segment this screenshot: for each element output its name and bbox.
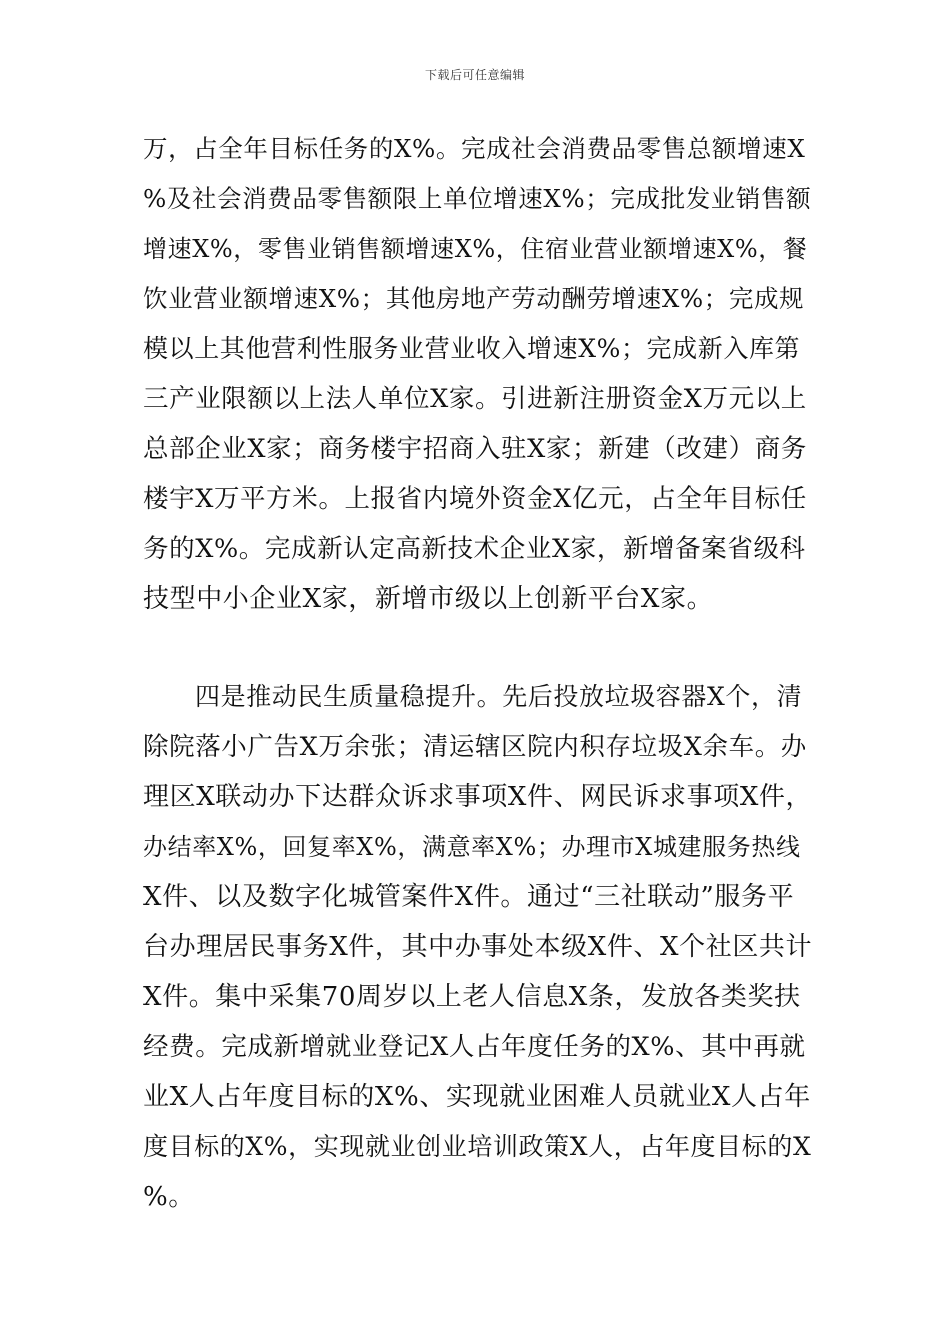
paragraph1-line: 楼宇X万平方米。上报省内境外资金X亿元，占全年目标任: [143, 484, 807, 514]
paragraph2-line: 度目标的X%，实现就业创业培训政策X人，占年度目标的X: [143, 1132, 812, 1161]
header-note: 下载后可任意编辑: [424, 68, 525, 82]
paragraph2-first-line: 四是推动民生质量稳提升。先后投放垃圾容器X个，清: [195, 682, 803, 711]
paragraph1-line: 务的X%。完成新认定高新技术企业X家，新增备案省级科: [143, 534, 806, 564]
paragraph1-line: 总部企业X家；商务楼宇招商入驻X家；新建（改建）商务: [143, 434, 807, 464]
paragraph2-line: X件。集中采集70周岁以上老人信息X条，发放各类奖扶: [143, 982, 801, 1012]
paragraph2-line: 除院落小广告X万余张；清运辖区院内积存垃圾X余车。办: [143, 732, 807, 762]
paragraph1-line: 三产业限额以上法人单位X家。引进新注册资金X万元以上: [143, 384, 807, 414]
paragraph2-line: 理区X联动办下达群众诉求事项X件、网民诉求事项X件，: [143, 782, 813, 812]
paragraph1-line: 技型中小企业X家，新增市级以上创新平台X家。: [143, 584, 714, 614]
paragraph2-line: X件、以及数字化城管案件X件。通过“三社联动”服务平: [143, 882, 795, 912]
paragraph1-line: 模以上其他营利性服务业营业收入增速X%；完成新入库第: [143, 334, 801, 363]
paragraph2-line: 业X人占年度目标的X%、实现就业困难人员就业X人占年: [143, 1082, 811, 1112]
paragraph2-line: 经费。完成新增就业登记X人占年度任务的X%、其中再就: [143, 1032, 806, 1062]
paragraph1-line: 万，占全年目标任务的X%。完成社会消费品零售总额增速X: [143, 134, 806, 163]
paragraph2-line: 台办理居民事务X件，其中办事处本级X件、X个社区共计: [143, 932, 813, 962]
paragraph1-line: 增速X%，零售业销售额增速X%，住宿业营业额增速X%，餐: [143, 235, 808, 263]
paragraph2-line: %。: [143, 1182, 195, 1212]
paragraph2-line: 办结率X%，回复率X%，满意率X%；办理市X城建服务热线: [143, 833, 801, 861]
paragraph1-line: 饮业营业额增速X%；其他房地产劳动酬劳增速X%；完成规: [143, 284, 805, 313]
paragraph1-line: %及社会消费品零售额限上单位增速X%；完成批发业销售额: [143, 184, 812, 213]
